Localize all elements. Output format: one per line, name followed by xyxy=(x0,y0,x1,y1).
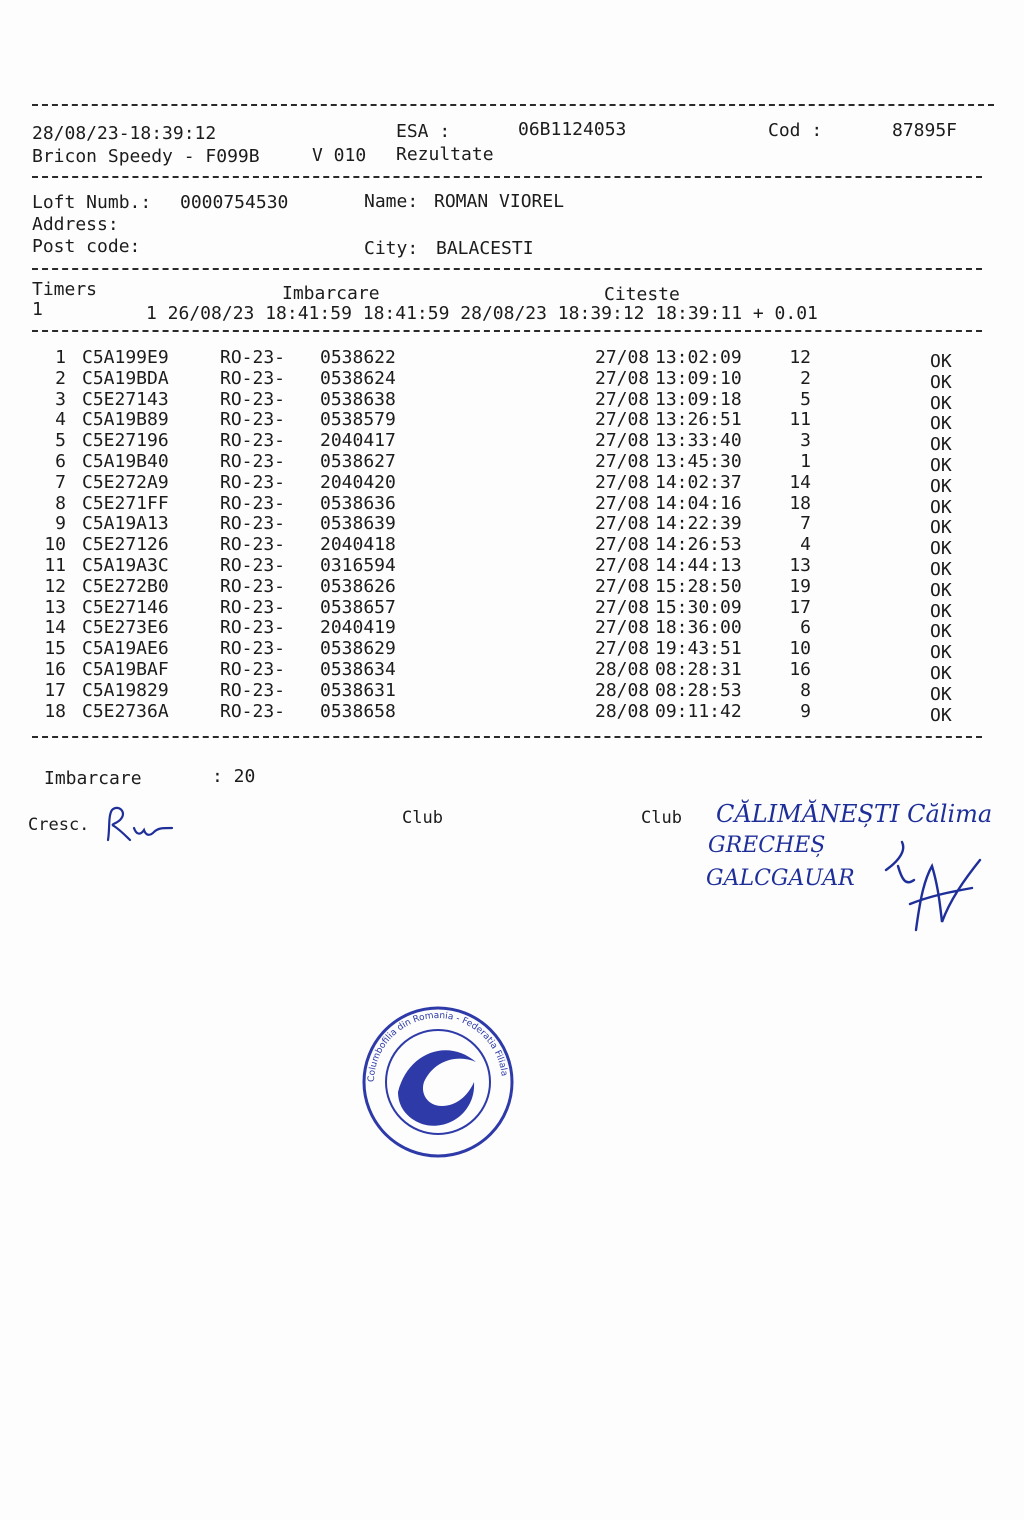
arrival-date: 27/08 xyxy=(595,638,650,660)
row-index: 18 xyxy=(44,700,66,722)
ring-prefix: RO-23- xyxy=(220,555,286,576)
row-index: 2 xyxy=(55,367,66,389)
position-number: 2 xyxy=(800,367,811,389)
position-number: 7 xyxy=(800,513,811,535)
arrival-time: 14:04:16 xyxy=(655,492,742,514)
chip-code: C5E272B0 xyxy=(82,575,169,597)
result-row xyxy=(0,409,1024,435)
row-index: 7 xyxy=(55,471,66,493)
arrival-time: 13:09:10 xyxy=(655,367,742,389)
arrival-date: 27/08 xyxy=(595,430,650,452)
club-stamp xyxy=(358,1002,518,1162)
row-index: 12 xyxy=(44,575,66,597)
ring-prefix: RO-23- xyxy=(220,617,286,639)
ring-number: 0538657 xyxy=(320,596,396,618)
ring-number: 0538629 xyxy=(320,638,396,660)
arrival-time: 08:28:53 xyxy=(655,679,742,701)
ring-prefix: RO-23- xyxy=(220,409,286,431)
status-ok: OK xyxy=(930,455,952,476)
ring-number: 0538658 xyxy=(320,700,396,722)
header-datetime: 28/08/23-18:39:12 xyxy=(32,123,217,144)
ring-prefix: RO-23- xyxy=(220,492,286,514)
row-index: 15 xyxy=(44,638,66,660)
chip-code: C5A19A13 xyxy=(82,513,169,535)
result-row xyxy=(0,617,1024,643)
chip-code: C5A19B89 xyxy=(82,409,169,431)
arrival-time: 13:45:30 xyxy=(655,451,742,472)
ring-number: 0316594 xyxy=(320,555,396,576)
arrival-date: 27/08 xyxy=(595,596,650,618)
arrival-time: 14:22:39 xyxy=(655,513,742,535)
status-ok: OK xyxy=(930,704,952,726)
row-index: 6 xyxy=(55,451,66,472)
chip-code: C5E27126 xyxy=(82,534,169,556)
arrival-time: 13:26:51 xyxy=(655,409,742,431)
ring-number: 2040420 xyxy=(320,471,396,493)
chip-code: C5A19B40 xyxy=(82,451,169,472)
result-row xyxy=(0,638,1024,664)
status-ok: OK xyxy=(930,496,952,518)
ring-number: 0538631 xyxy=(320,679,396,701)
club-label-right: Club xyxy=(641,808,682,828)
ring-number: 0538624 xyxy=(320,367,396,389)
cod-value: 87895F xyxy=(892,120,958,141)
arrival-date: 27/08 xyxy=(595,617,650,639)
post-code-label: Post code: xyxy=(32,236,141,257)
status-ok: OK xyxy=(930,413,952,435)
result-row xyxy=(0,388,1024,414)
timers-dashed-rule xyxy=(32,330,982,332)
arrival-date: 28/08 xyxy=(595,700,650,722)
arrival-date: 27/08 xyxy=(595,471,650,493)
arrival-date: 27/08 xyxy=(595,388,650,410)
ring-number: 0538638 xyxy=(320,388,396,410)
imbarcare-total-label: Imbarcare xyxy=(44,768,142,789)
status-ok: OK xyxy=(930,392,952,414)
arrival-date: 28/08 xyxy=(595,679,650,701)
status-ok: OK xyxy=(930,621,952,643)
ring-number: 2040419 xyxy=(320,617,396,639)
status-ok: OK xyxy=(930,517,952,539)
ring-prefix: RO-23- xyxy=(220,367,286,389)
row-index: 4 xyxy=(55,409,66,431)
fancier-dashed-rule xyxy=(32,268,982,270)
position-number: 9 xyxy=(800,700,811,722)
arrival-date: 27/08 xyxy=(595,555,650,576)
handwritten-line-1: CĂLIMĂNEȘTI Călima xyxy=(716,800,993,828)
position-number: 18 xyxy=(789,492,811,514)
status-ok: OK xyxy=(930,475,952,497)
arrival-time: 13:09:18 xyxy=(655,388,742,410)
status-ok: OK xyxy=(930,663,952,684)
status-ok: OK xyxy=(930,579,952,601)
status-ok: OK xyxy=(930,371,952,393)
result-row xyxy=(0,492,1024,518)
address-label: Address: xyxy=(32,214,119,235)
row-index: 10 xyxy=(44,534,66,556)
ring-prefix: RO-23- xyxy=(220,347,286,368)
cod-label: Cod : xyxy=(768,120,823,141)
arrival-time: 08:28:31 xyxy=(655,659,742,680)
ring-number: 0538579 xyxy=(320,409,396,431)
arrival-time: 14:44:13 xyxy=(655,555,742,576)
row-index: 13 xyxy=(44,596,66,618)
position-number: 17 xyxy=(789,596,811,618)
arrival-date: 27/08 xyxy=(595,492,650,514)
stamp-text: Columbofilia din Romania - Federatia Filiala xyxy=(366,1010,509,1083)
ring-prefix: RO-23- xyxy=(220,471,286,493)
position-number: 8 xyxy=(800,679,811,701)
chip-code: C5A19BAF xyxy=(82,659,169,680)
name-label: Name: xyxy=(364,191,419,212)
esa-value: 06B1124053 xyxy=(518,119,627,140)
ring-number: 0538626 xyxy=(320,575,396,597)
ring-prefix: RO-23- xyxy=(220,388,286,410)
arrival-time: 14:02:37 xyxy=(655,471,742,493)
loft-number-label: Loft Numb.: xyxy=(32,192,152,213)
result-row xyxy=(0,430,1024,456)
arrival-date: 27/08 xyxy=(595,347,650,368)
ring-number: 0538627 xyxy=(320,451,396,472)
row-index: 5 xyxy=(55,430,66,452)
result-row xyxy=(0,347,1024,372)
position-number: 19 xyxy=(789,575,811,597)
row-index: 16 xyxy=(44,659,66,680)
ring-prefix: RO-23- xyxy=(220,659,286,680)
position-number: 14 xyxy=(789,471,811,493)
position-number: 16 xyxy=(789,659,811,680)
chip-code: C5A19AE6 xyxy=(82,638,169,660)
timer-line: 1 26/08/23 18:41:59 18:41:59 28/08/23 18:39:12 18:39:11 + 0.01 xyxy=(146,303,818,324)
chip-code: C5A19BDA xyxy=(82,367,169,389)
position-number: 4 xyxy=(800,534,811,556)
timer-number: 1 xyxy=(32,299,43,320)
ring-number: 0538639 xyxy=(320,513,396,535)
result-row xyxy=(0,575,1024,601)
svg-text:Columbofilia din Romania - Fed xyxy=(367,1011,509,1082)
result-row xyxy=(0,534,1024,560)
ring-number: 2040418 xyxy=(320,534,396,556)
result-row xyxy=(0,555,1024,580)
position-number: 1 xyxy=(800,451,811,472)
chip-code: C5E27196 xyxy=(82,430,169,452)
row-index: 11 xyxy=(44,555,66,576)
arrival-date: 27/08 xyxy=(595,513,650,535)
position-number: 12 xyxy=(789,347,811,368)
club-signature xyxy=(880,830,990,940)
citeste-header: Citeste xyxy=(604,284,680,305)
handwritten-line-3: GALCGAUAR xyxy=(706,866,855,891)
firmware-version: V 010 xyxy=(312,145,367,166)
chip-code: C5E2736A xyxy=(82,700,169,722)
name-value: ROMAN VIOREL xyxy=(434,191,565,212)
ring-prefix: RO-23- xyxy=(220,451,286,472)
arrival-time: 19:43:51 xyxy=(655,638,742,660)
arrival-date: 28/08 xyxy=(595,659,650,680)
arrival-time: 15:30:09 xyxy=(655,596,742,618)
status-ok: OK xyxy=(930,600,952,622)
arrival-date: 27/08 xyxy=(595,367,650,389)
status-ok: OK xyxy=(930,559,952,580)
ring-prefix: RO-23- xyxy=(220,700,286,722)
result-row xyxy=(0,700,1024,726)
position-number: 5 xyxy=(800,388,811,410)
ring-prefix: RO-23- xyxy=(220,430,286,452)
loft-number-value: 0000754530 xyxy=(180,192,289,213)
city-label: City: xyxy=(364,238,419,259)
arrival-date: 27/08 xyxy=(595,575,650,597)
document-type: Rezultate xyxy=(396,144,494,165)
esa-label: ESA : xyxy=(396,121,451,142)
status-ok: OK xyxy=(930,434,952,456)
position-number: 10 xyxy=(789,638,811,660)
ring-prefix: RO-23- xyxy=(220,596,286,618)
top-dashed-rule xyxy=(32,104,994,106)
ring-number: 0538634 xyxy=(320,659,396,680)
device-name: Bricon Speedy - F099B xyxy=(32,146,260,167)
ring-prefix: RO-23- xyxy=(220,679,286,701)
imbarcare-total-value: : 20 xyxy=(212,766,256,787)
imbarcare-header: Imbarcare xyxy=(282,283,380,304)
ring-prefix: RO-23- xyxy=(220,638,286,660)
chip-code: C5E27143 xyxy=(82,388,169,410)
result-row xyxy=(0,596,1024,622)
result-row xyxy=(0,659,1024,684)
arrival-time: 14:26:53 xyxy=(655,534,742,556)
handwritten-line-2: GRECHEȘ xyxy=(708,833,826,858)
club-label-left: Club xyxy=(402,808,443,828)
chip-code: C5A19829 xyxy=(82,679,169,701)
ring-prefix: RO-23- xyxy=(220,575,286,597)
arrival-time: 18:36:00 xyxy=(655,617,742,639)
status-ok: OK xyxy=(930,683,952,705)
chip-code: C5E27146 xyxy=(82,596,169,618)
arrival-date: 27/08 xyxy=(595,451,650,472)
row-index: 8 xyxy=(55,492,66,514)
city-value: BALACESTI xyxy=(436,238,534,259)
ring-prefix: RO-23- xyxy=(220,513,286,535)
chip-code: C5E272A9 xyxy=(82,471,169,493)
row-index: 1 xyxy=(55,347,66,368)
ring-prefix: RO-23- xyxy=(220,534,286,556)
result-row xyxy=(0,471,1024,497)
timers-label: Timers xyxy=(32,279,98,300)
arrival-time: 09:11:42 xyxy=(655,700,742,722)
status-ok: OK xyxy=(930,351,952,372)
arrival-date: 27/08 xyxy=(595,534,650,556)
row-index: 17 xyxy=(44,679,66,701)
status-ok: OK xyxy=(930,538,952,560)
chip-code: C5A199E9 xyxy=(82,347,169,368)
chip-code: C5A19A3C xyxy=(82,555,169,576)
row-index: 3 xyxy=(55,388,66,410)
position-number: 3 xyxy=(800,430,811,452)
cresc-label: Cresc. xyxy=(28,815,90,835)
ring-number: 2040417 xyxy=(320,430,396,452)
chip-code: C5E273E6 xyxy=(82,617,169,639)
result-row xyxy=(0,367,1024,393)
arrival-time: 13:02:09 xyxy=(655,347,742,368)
ring-number: 0538622 xyxy=(320,347,396,368)
result-row xyxy=(0,513,1024,539)
result-row xyxy=(0,679,1024,705)
chip-code: C5E271FF xyxy=(82,492,169,514)
position-number: 6 xyxy=(800,617,811,639)
ring-number: 0538636 xyxy=(320,492,396,514)
arrival-date: 27/08 xyxy=(595,409,650,431)
results-dashed-rule xyxy=(32,736,982,738)
row-index: 9 xyxy=(55,513,66,535)
cresc-signature xyxy=(100,806,180,846)
status-ok: OK xyxy=(930,642,952,664)
position-number: 13 xyxy=(789,555,811,576)
header-dashed-rule xyxy=(32,176,982,178)
position-number: 11 xyxy=(789,409,811,431)
arrival-time: 13:33:40 xyxy=(655,430,742,452)
result-row xyxy=(0,451,1024,476)
row-index: 14 xyxy=(44,617,66,639)
arrival-time: 15:28:50 xyxy=(655,575,742,597)
